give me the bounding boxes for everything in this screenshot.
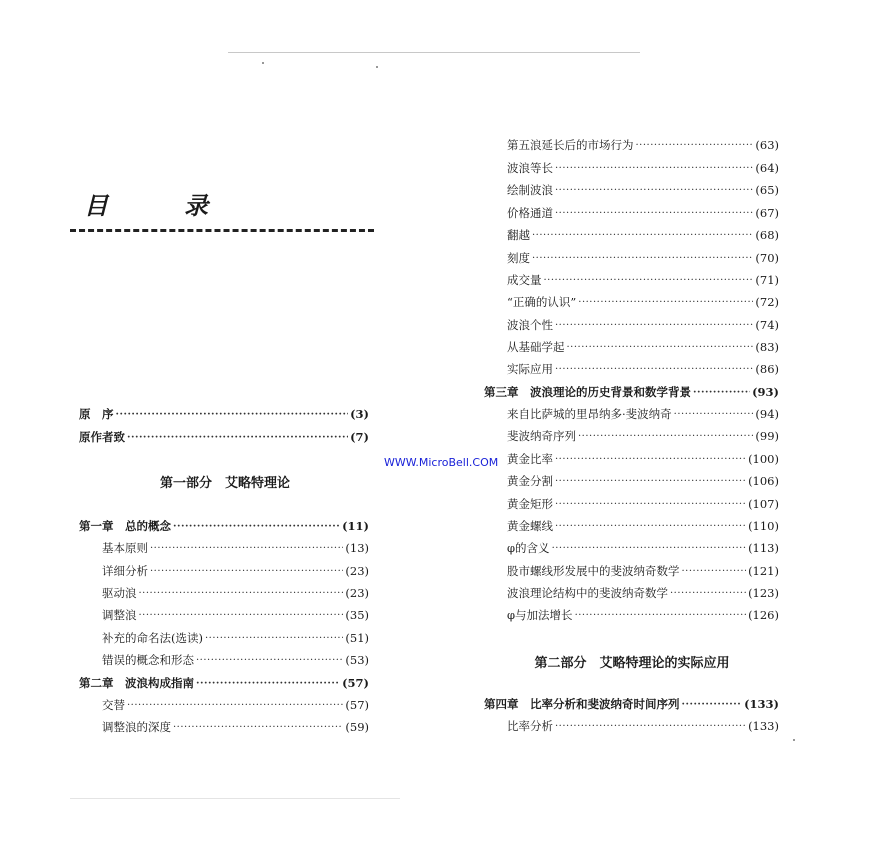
toc-entry-chapter-2[interactable] [79, 673, 369, 693]
part-two-title: 第二部分 艾略特理论的实际应用 [534, 656, 730, 671]
entry-title: 来自比萨城的里昂纳多·斐波纳奇 [507, 407, 672, 421]
entry-title: 第四章 比率分析和斐波纳奇时间序列 [484, 697, 680, 711]
part-one-title: 第一部分 艾略特理论 [159, 476, 290, 491]
entry-page: (63) [755, 138, 779, 152]
entry-title: 波浪理论结构中的斐波纳奇数学 [507, 586, 668, 600]
leader-dots [552, 543, 747, 554]
leader-dots [139, 588, 344, 599]
leader-dots [173, 722, 343, 733]
toc-title: 目 录 [84, 191, 234, 220]
entry-page: (106) [748, 474, 779, 488]
toc-entry-section[interactable] [507, 516, 779, 536]
leader-dots [532, 253, 753, 264]
entry-title: 基本原则 [102, 541, 148, 555]
toc-entry-section[interactable] [507, 605, 779, 625]
toc-entry-chapter-3[interactable] [484, 382, 779, 402]
entry-page: (23) [345, 564, 369, 578]
entry-page: (68) [755, 228, 779, 242]
entry-page: (13) [345, 541, 369, 555]
leader-dots [575, 610, 747, 621]
toc-entry-section[interactable] [102, 561, 369, 581]
entry-page: (23) [345, 586, 369, 600]
toc-entry-section[interactable] [102, 628, 369, 648]
leader-dots [205, 633, 343, 644]
entry-page: (126) [748, 608, 779, 622]
entry-title: 波浪等长 [507, 161, 553, 175]
scan-speck [376, 66, 378, 68]
entry-page: (53) [345, 653, 369, 667]
leader-dots [578, 297, 753, 308]
entry-page: (93) [752, 385, 779, 399]
leader-dots [636, 140, 754, 151]
entry-page: (11) [342, 519, 369, 533]
toc-entry-section[interactable] [507, 359, 779, 379]
toc-entry-section[interactable] [507, 494, 779, 514]
entry-title: 比率分析 [507, 719, 553, 733]
entry-title: 调整浪的深度 [102, 720, 171, 734]
toc-title-rule [70, 229, 374, 232]
toc-entry-section[interactable] [507, 716, 779, 736]
leader-dots [567, 342, 754, 353]
leader-dots [196, 678, 340, 689]
leader-dots [532, 230, 753, 241]
toc-entry-section[interactable] [102, 538, 369, 558]
scan-speck [262, 62, 264, 64]
entry-title: 黄金比率 [507, 452, 553, 466]
toc-entry-section[interactable] [507, 270, 779, 290]
entry-title: 第二章 波浪构成指南 [79, 676, 194, 690]
toc-entry-section[interactable] [507, 426, 779, 446]
entry-page: (110) [748, 519, 779, 533]
entry-title: 黄金螺线 [507, 519, 553, 533]
leader-dots [127, 432, 348, 443]
entry-page: (74) [755, 318, 779, 332]
entry-title: 黄金矩形 [507, 497, 553, 511]
entry-page: (94) [755, 407, 779, 421]
entry-title: 补充的命名法(选读) [102, 631, 203, 645]
entry-title: 黄金分割 [507, 474, 553, 488]
entry-page: (133) [748, 719, 779, 733]
toc-entry-section[interactable] [102, 717, 369, 737]
toc-entry-section[interactable] [507, 203, 779, 223]
entry-page: (70) [755, 251, 779, 265]
entry-page: (7) [350, 430, 369, 444]
entry-page: (67) [755, 206, 779, 220]
leader-dots [544, 275, 754, 286]
entry-title: 原 序 [79, 407, 114, 421]
entry-title: 调整浪 [102, 608, 137, 622]
entry-title: 成交量 [507, 273, 542, 287]
leader-dots [173, 521, 340, 532]
entry-page: (86) [755, 362, 779, 376]
toc-entry-chapter-4[interactable] [484, 694, 779, 714]
entry-title: 原作者致 [79, 430, 125, 444]
leader-dots [682, 566, 747, 577]
toc-entry-section[interactable] [102, 605, 369, 625]
entry-title: φ与加法增长 [507, 608, 573, 622]
entry-page: (121) [748, 564, 779, 578]
entry-title: 股市螺线形发展中的斐波纳奇数学 [507, 564, 680, 578]
entry-title: 从基础学起 [507, 340, 565, 354]
leader-dots [555, 185, 753, 196]
entry-title: 斐波纳奇序列 [507, 429, 576, 443]
entry-title: 实际应用 [507, 362, 553, 376]
entry-page: (72) [755, 295, 779, 309]
entry-page: (57) [342, 676, 369, 690]
leader-dots [682, 699, 743, 710]
leader-dots [555, 208, 753, 219]
entry-page: (65) [755, 183, 779, 197]
entry-title: “正确的认识” [507, 295, 577, 309]
toc-entry-section[interactable] [507, 292, 779, 312]
entry-title: 错误的概念和形态 [102, 653, 194, 667]
entry-title: 波浪个性 [507, 318, 553, 332]
toc-entry-section[interactable] [507, 449, 779, 469]
entry-title: 交替 [102, 698, 125, 712]
toc-entry-section[interactable] [507, 180, 779, 200]
toc-entry-section[interactable] [507, 158, 779, 178]
toc-entry-section[interactable] [507, 337, 779, 357]
toc-entry-preface[interactable] [79, 404, 369, 424]
entry-page: (51) [345, 631, 369, 645]
entry-page: (35) [345, 608, 369, 622]
entry-page: (123) [748, 586, 779, 600]
toc-entry-section[interactable] [507, 248, 779, 268]
toc-entry-author-note[interactable] [79, 427, 369, 447]
leader-dots [116, 409, 349, 420]
leader-dots [555, 320, 753, 331]
toc-entry-chapter-1[interactable] [79, 516, 369, 536]
entry-page: (99) [755, 429, 779, 443]
entry-page: (83) [755, 340, 779, 354]
entry-title: 绘制波浪 [507, 183, 553, 197]
toc-entry-section[interactable] [507, 135, 779, 155]
leader-dots [555, 721, 746, 732]
leader-dots [196, 655, 343, 666]
leader-dots [674, 409, 754, 420]
entry-title: 详细分析 [102, 564, 148, 578]
leader-dots [127, 700, 343, 711]
toc-entry-section[interactable] [507, 471, 779, 491]
toc-entry-section[interactable] [507, 538, 779, 558]
leader-dots [150, 543, 343, 554]
leader-dots [150, 566, 343, 577]
entry-title: 翻越 [507, 228, 530, 242]
entry-title: 第三章 波浪理论的历史背景和数学背景 [484, 385, 691, 399]
leader-dots [555, 364, 753, 375]
entry-title: 第五浪延长后的市场行为 [507, 138, 634, 152]
entry-page: (107) [748, 497, 779, 511]
scan-artifact-line [70, 798, 400, 799]
leader-dots [139, 610, 344, 621]
leader-dots [578, 431, 753, 442]
entry-page: (133) [744, 697, 779, 711]
leader-dots [693, 387, 750, 398]
toc-entry-section[interactable] [507, 404, 779, 424]
toc-entry-section[interactable] [507, 583, 779, 603]
toc-entry-section[interactable] [507, 561, 779, 581]
leader-dots [555, 454, 746, 465]
toc-entry-section[interactable] [102, 650, 369, 670]
leader-dots [555, 521, 746, 532]
toc-entry-section[interactable] [102, 695, 369, 715]
entry-page: (100) [748, 452, 779, 466]
scan-speck [793, 739, 795, 741]
toc-entry-section[interactable] [507, 225, 779, 245]
leader-dots [555, 499, 746, 510]
scan-artifact-line [228, 52, 640, 53]
leader-dots [555, 476, 746, 487]
entry-title: 驱动浪 [102, 586, 137, 600]
entry-page: (59) [345, 720, 369, 734]
entry-title: 第一章 总的概念 [79, 519, 171, 533]
entry-page: (71) [755, 273, 779, 287]
toc-entry-section[interactable] [102, 583, 369, 603]
watermark: WWW.MicroBell.COM [384, 456, 499, 469]
entry-page: (3) [350, 407, 369, 421]
toc-entry-section[interactable] [507, 315, 779, 335]
leader-dots [670, 588, 746, 599]
entry-title: φ的含义 [507, 541, 550, 555]
entry-title: 刻度 [507, 251, 530, 265]
entry-page: (57) [345, 698, 369, 712]
entry-page: (64) [755, 161, 779, 175]
leader-dots [555, 163, 753, 174]
entry-page: (113) [748, 541, 779, 555]
entry-title: 价格通道 [507, 206, 553, 220]
